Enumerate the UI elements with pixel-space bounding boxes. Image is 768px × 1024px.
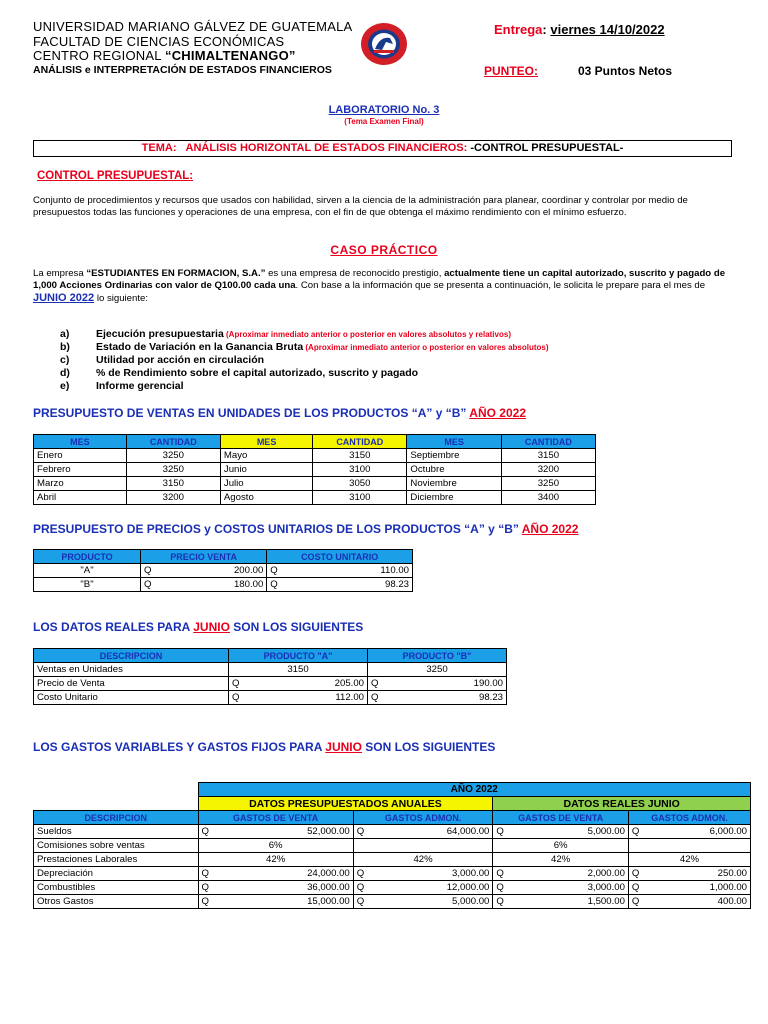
text-span: a) — [60, 328, 70, 340]
table-cell: 3200 — [126, 491, 220, 505]
table-row — [34, 677, 507, 691]
table-cell: Q — [141, 578, 155, 592]
text-span: d) — [60, 367, 70, 379]
table-cell: "A" — [34, 564, 141, 578]
table-cell: CANTIDAD — [501, 435, 595, 449]
topic-box — [33, 140, 732, 157]
table-cell: 110.00 — [281, 564, 413, 578]
table-cell: 400.00 — [642, 895, 750, 909]
table-cell: Q — [353, 825, 367, 839]
table-cell: Q — [353, 881, 367, 895]
text-span: % de Rendimiento sobre el capital autorizado, suscrito y pagado — [96, 367, 419, 379]
table-cell: DESCRIPCION — [34, 649, 229, 663]
table-cell: 3250 — [501, 477, 595, 491]
table-cell — [628, 839, 750, 853]
faculty-name: FACULTAD DE CIENCIAS ECONÓMICAS — [33, 34, 285, 49]
text-span: Estado de Variación en la Ganancia Bruta — [96, 341, 304, 353]
text-span: (Aproximar inmediato anterior o posterior en valores absolutos) — [303, 343, 549, 352]
table-row — [34, 663, 507, 677]
table-cell: 3050 — [313, 477, 407, 491]
table-cell: Q — [493, 867, 507, 881]
score-value: 03 Puntos Netos — [578, 64, 673, 78]
caso-p2: es una empresa de reconocido prestigio, — [265, 268, 445, 279]
table-row — [34, 881, 751, 895]
table-cell: 3250 — [126, 463, 220, 477]
table-cell: Diciembre — [407, 491, 501, 505]
table-cell: Q — [198, 881, 212, 895]
caso-heading: CASO PRÁCTICO — [330, 243, 438, 257]
list-item — [60, 380, 549, 393]
caso-p1: La empresa — [33, 268, 87, 279]
table-cell: GASTOS DE VENTA — [198, 811, 353, 825]
topic-red: ANÁLISIS HORIZONTAL DE ESTADOS FINANCIEROS: — [185, 142, 468, 154]
text-span: AÑO 2022 — [469, 406, 526, 420]
table-cell: Marzo — [34, 477, 127, 491]
table-cell: 42% — [493, 853, 629, 867]
university-logo — [360, 22, 408, 66]
real-data-title — [33, 620, 363, 634]
table-cell: Q — [229, 691, 243, 705]
topic-black: -CONTROL PRESUPUESTAL- — [467, 142, 624, 154]
table-cell: 42% — [628, 853, 750, 867]
score-label: PUNTEO: — [484, 64, 538, 78]
price-budget-table — [33, 549, 413, 592]
table-cell: Q — [368, 691, 382, 705]
table-cell: CANTIDAD — [313, 435, 407, 449]
table-row — [34, 853, 751, 867]
table-cell: Enero — [34, 449, 127, 463]
table-cell: 3150 — [501, 449, 595, 463]
table-cell: PRODUCTO "A" — [229, 649, 368, 663]
table-cell: Costo Unitario — [34, 691, 229, 705]
table-cell: 3100 — [313, 491, 407, 505]
table-cell: 98.23 — [381, 691, 506, 705]
table-cell: 3150 — [313, 449, 407, 463]
text-span: e) — [60, 380, 70, 392]
delivery-label: Entrega — [494, 22, 543, 37]
table-row — [34, 491, 596, 505]
table-cell: PRODUCTO "B" — [368, 649, 507, 663]
lab-subtitle: (Tema Examen Final) — [344, 117, 424, 126]
table-cell: 5,000.00 — [367, 895, 493, 909]
table-cell: Otros Gastos — [34, 895, 199, 909]
table-cell: 1,000.00 — [642, 881, 750, 895]
table-cell: Q — [353, 867, 367, 881]
text-span: AÑO 2022 — [521, 522, 579, 536]
table-cell: 98.23 — [281, 578, 413, 592]
table-cell: Junio — [220, 463, 312, 477]
table-cell: Q — [628, 895, 642, 909]
text-span: SON LOS SIGUIENTES — [361, 740, 496, 754]
table-cell: 205.00 — [242, 677, 367, 691]
text-span: SON LOS SIGUIENTES — [229, 620, 364, 634]
table-cell: Octubre — [407, 463, 501, 477]
text-span: Ejecución presupuestaria — [96, 328, 224, 340]
text-span: c) — [60, 354, 70, 366]
table-cell: Q — [198, 895, 212, 909]
table-cell: PRODUCTO — [34, 550, 141, 564]
university-seal-icon — [360, 22, 408, 66]
table-row — [34, 839, 751, 853]
text-span: (Aproximar inmediato anterior o posterior en valores absolutos y relativos) — [223, 330, 511, 339]
table-cell: 3150 — [126, 477, 220, 491]
sales-budget-table — [33, 434, 596, 505]
table-cell: Combustibles — [34, 881, 199, 895]
table-cell: MES — [34, 435, 127, 449]
table-cell: 3250 — [126, 449, 220, 463]
real-data-table — [33, 648, 507, 705]
table-cell: Q — [628, 825, 642, 839]
caso-p3: actualmente tiene un capital autorizado, suscrito y pagado de 1,000 Acciones Ordinarias con valor de Q100.00 cada una — [33, 268, 726, 291]
price-budget-title — [33, 522, 578, 536]
caso-text — [33, 268, 733, 305]
table-cell: 2,000.00 — [507, 867, 629, 881]
text-span: PRESUPUESTO DE VENTAS EN UNIDADES DE LOS PRODUCTOS “A” y “B” — [33, 406, 470, 420]
table-cell: Noviembre — [407, 477, 501, 491]
table-row — [34, 895, 751, 909]
list-item — [60, 328, 549, 341]
table-cell — [34, 797, 199, 811]
table-cell: MES — [220, 435, 312, 449]
table-cell: 6% — [493, 839, 629, 853]
list-item — [60, 341, 549, 354]
table-cell: Julio — [220, 477, 312, 491]
table-row — [34, 463, 596, 477]
table-cell: 6% — [198, 839, 353, 853]
table-cell: Q — [267, 564, 281, 578]
table-cell: 180.00 — [154, 578, 266, 592]
table-cell — [34, 783, 199, 797]
lab-title: LABORATORIO No. 3 — [328, 104, 440, 116]
text-span: PRESUPUESTO DE PRECIOS y COSTOS UNITARIOS DE LOS PRODUCTOS “A” y “B” — [33, 522, 522, 536]
table-cell: 112.00 — [242, 691, 367, 705]
table-cell: Mayo — [220, 449, 312, 463]
table-cell: 6,000.00 — [642, 825, 750, 839]
table-cell: CANTIDAD — [126, 435, 220, 449]
table-cell: Febrero — [34, 463, 127, 477]
delivery-colon: : — [542, 22, 547, 37]
table-cell: 36,000.00 — [212, 881, 353, 895]
table-cell: 5,000.00 — [507, 825, 629, 839]
table-cell: 64,000.00 — [367, 825, 493, 839]
text-span: Informe gerencial — [96, 380, 184, 392]
table-row — [34, 867, 751, 881]
expenses-table — [33, 782, 751, 909]
table-cell: Abril — [34, 491, 127, 505]
table-row — [34, 477, 596, 491]
text-span: b) — [60, 341, 70, 353]
table-cell: PRECIO VENTA — [141, 550, 267, 564]
table-cell: Q — [198, 825, 212, 839]
table-cell: Precio de Venta — [34, 677, 229, 691]
control-text: Conjunto de procedimientos y recursos que usados con habilidad, sirven a la ciencia de la administración para planear, coordinar y controlar por medio de presupuestos todas las funciones y operaciones de una empresa, con el fin de que obtenga el máximo rendimiento con el mínimo esfuerzo. — [33, 195, 688, 218]
text-span: JUNIO — [193, 620, 230, 634]
sales-budget-title — [33, 406, 526, 420]
table-row — [34, 825, 751, 839]
budget-group-header: DATOS PRESUPUESTADOS ANUALES — [198, 797, 493, 811]
course-name: ANÁLISIS e INTERPRETACIÓN DE ESTADOS FINANCIEROS — [33, 64, 332, 76]
real-group-header: DATOS REALES JUNIO — [493, 797, 751, 811]
text-span: LOS DATOS REALES PARA — [33, 620, 194, 634]
table-cell: Q — [493, 895, 507, 909]
list-item — [60, 367, 549, 380]
table-cell: 3,000.00 — [367, 867, 493, 881]
table-cell: Q — [493, 825, 507, 839]
text-span: Utilidad por acción en circulación — [96, 354, 265, 366]
table-cell: Q — [267, 578, 281, 592]
table-cell: "B" — [34, 578, 141, 592]
table-cell: 3400 — [501, 491, 595, 505]
table-cell: 3150 — [229, 663, 368, 677]
table-cell: 12,000.00 — [367, 881, 493, 895]
text-span: LOS GASTOS VARIABLES Y GASTOS FIJOS PARA — [33, 740, 326, 754]
table-cell: Q — [628, 867, 642, 881]
table-cell: COSTO UNITARIO — [267, 550, 413, 564]
text-span: JUNIO — [325, 740, 362, 754]
expenses-title — [33, 740, 495, 754]
table-cell: 3,000.00 — [507, 881, 629, 895]
table-cell: 3100 — [313, 463, 407, 477]
table-cell: GASTOS DE VENTA — [493, 811, 629, 825]
table-cell: 200.00 — [154, 564, 266, 578]
center-name: “CHIMALTENANGO” — [165, 48, 296, 63]
table-cell: DESCRIPCION — [34, 811, 199, 825]
topic-label: TEMA: — [141, 142, 177, 154]
table-cell: Sueldos — [34, 825, 199, 839]
table-cell: Comisiones sobre ventas — [34, 839, 199, 853]
list-item — [60, 354, 549, 367]
delivery-date: viernes 14/10/2022 — [550, 22, 665, 37]
table-cell: 24,000.00 — [212, 867, 353, 881]
caso-company: “ESTUDIANTES EN FORMACION, S.A.” — [86, 268, 266, 279]
table-row — [34, 691, 507, 705]
table-cell: Prestaciones Laborales — [34, 853, 199, 867]
table-cell: 190.00 — [381, 677, 506, 691]
table-cell: Q — [229, 677, 243, 691]
table-cell: 52,000.00 — [212, 825, 353, 839]
university-name: UNIVERSIDAD MARIANO GÁLVEZ DE GUATEMALA — [33, 19, 353, 34]
control-heading: CONTROL PRESUPUESTAL: — [37, 170, 194, 182]
table-cell: GASTOS ADMON. — [628, 811, 750, 825]
table-cell: Ventas en Unidades — [34, 663, 229, 677]
table-cell: 42% — [198, 853, 353, 867]
table-cell: Q — [493, 881, 507, 895]
table-cell: 3200 — [501, 463, 595, 477]
caso-p4: . Con base a la información que se presenta a continuación, le solicita le prepare para el mes de — [295, 280, 706, 291]
table-cell: 250.00 — [642, 867, 750, 881]
table-cell — [353, 839, 493, 853]
table-cell: Q — [368, 677, 382, 691]
caso-p5: lo siguiente: — [94, 293, 149, 304]
table-cell: Q — [198, 867, 212, 881]
table-row — [34, 564, 413, 578]
table-cell: 15,000.00 — [212, 895, 353, 909]
table-row — [34, 578, 413, 592]
table-cell: 1,500.00 — [507, 895, 629, 909]
table-cell: Q — [141, 564, 155, 578]
regional-center — [33, 49, 296, 63]
caso-month: JUNIO 2022 — [33, 292, 95, 304]
table-cell: 3250 — [368, 663, 507, 677]
table-row — [34, 449, 596, 463]
delivery-line — [494, 22, 665, 37]
table-cell: GASTOS ADMON. — [353, 811, 493, 825]
year-header: AÑO 2022 — [198, 783, 751, 797]
table-cell: Depreciación — [34, 867, 199, 881]
task-list — [60, 328, 549, 393]
table-cell: 42% — [353, 853, 493, 867]
table-cell: Q — [628, 881, 642, 895]
center-prefix: CENTRO REGIONAL — [33, 48, 166, 63]
table-cell: Septiembre — [407, 449, 501, 463]
table-cell: Q — [353, 895, 367, 909]
table-cell: MES — [407, 435, 501, 449]
table-cell: Agosto — [220, 491, 312, 505]
